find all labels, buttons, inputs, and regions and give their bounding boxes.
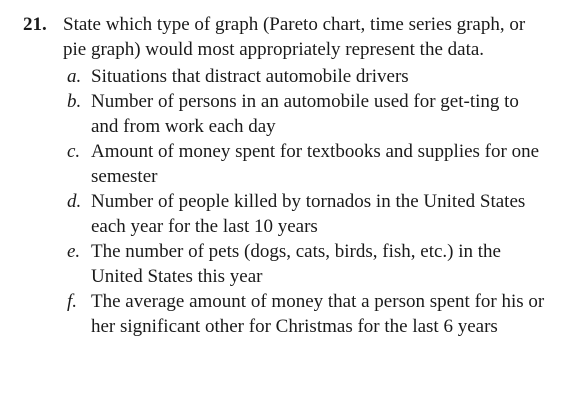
part-d	[23, 189, 551, 239]
part-letter: d.	[67, 191, 82, 212]
part-c	[23, 139, 551, 189]
problem-number: 21.	[23, 14, 47, 35]
part-text: Situations that distract automobile drivers	[91, 66, 409, 87]
part-text: The average amount of money that a person spent for his or her significant other for Christmas for the last 6 years	[91, 291, 545, 337]
part-letter: a.	[67, 66, 82, 87]
part-a	[23, 64, 551, 89]
part-b	[23, 89, 551, 139]
part-text: The number of pets (dogs, cats, birds, fish, etc.) in the United States this year	[91, 241, 501, 287]
part-letter: c.	[67, 141, 81, 162]
part-text: Amount of money spent for textbooks and supplies for one semester	[91, 141, 540, 187]
part-text: Number of persons in an automobile used for get-ting to and from work each day	[91, 91, 519, 137]
part-letter: e.	[67, 241, 81, 262]
part-e	[23, 239, 551, 289]
part-f	[23, 289, 551, 339]
part-letter: b.	[67, 91, 82, 112]
parts-list	[23, 64, 552, 339]
part-text: Number of people killed by tornados in the United States each year for the last 10 years	[91, 191, 526, 237]
problem-prompt: State which type of graph (Pareto chart, time series graph, or pie graph) would most appropriately represent the data.	[63, 14, 526, 60]
part-letter: f.	[67, 291, 78, 312]
